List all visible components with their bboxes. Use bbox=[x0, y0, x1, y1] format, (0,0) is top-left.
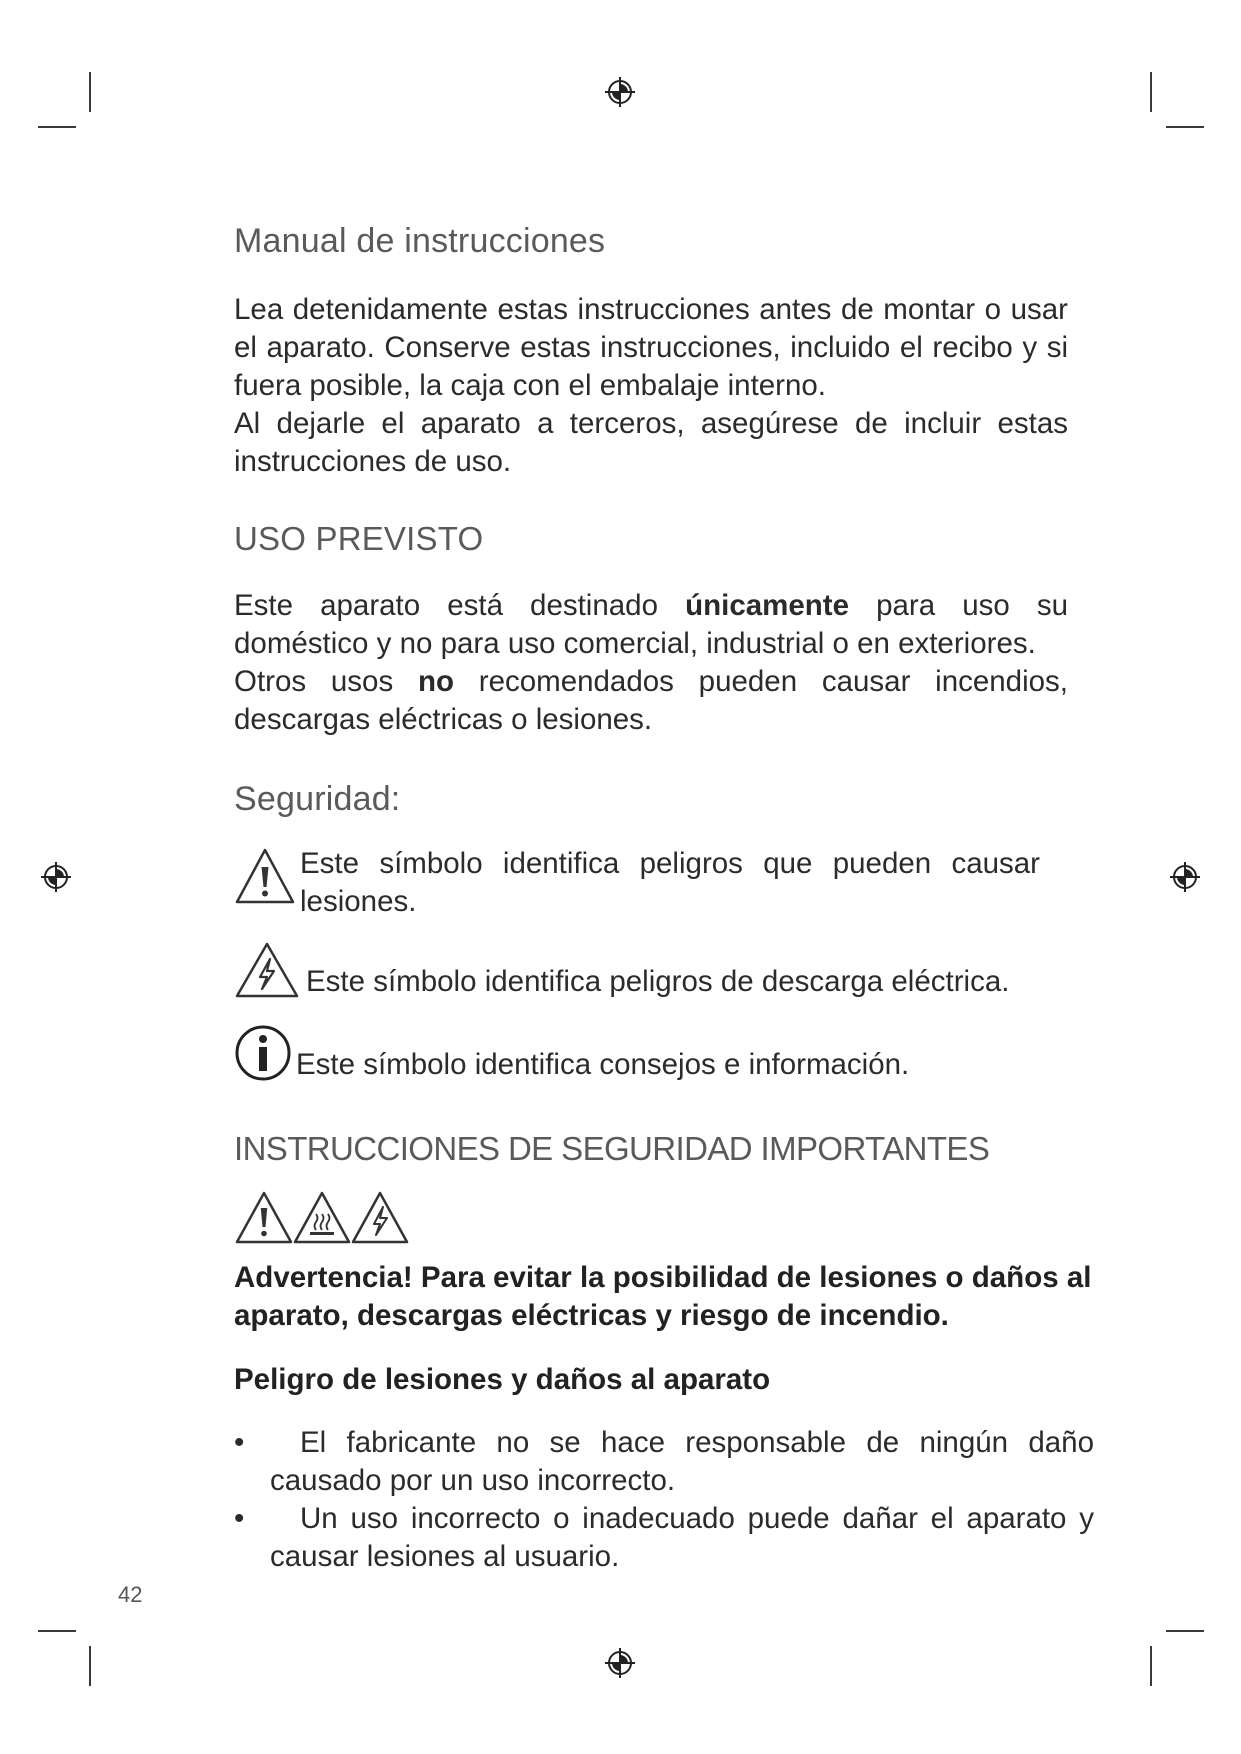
registration-mark-icon bbox=[1168, 860, 1202, 894]
text-span: Este aparato está destinado bbox=[234, 589, 686, 622]
crop-mark bbox=[1150, 72, 1152, 112]
warning-exclamation-icon bbox=[234, 1190, 294, 1245]
symbol-description: Este símbolo identifica consejos e información. bbox=[296, 1048, 910, 1081]
bullet-marker: • bbox=[234, 1502, 245, 1535]
crop-mark bbox=[38, 126, 76, 128]
registration-mark-icon bbox=[603, 75, 637, 109]
list-item-text: El fabricante no se hace responsable de ningún daño causado por un uso incorrecto. bbox=[270, 1426, 1094, 1497]
emphasis-text: no bbox=[417, 665, 454, 698]
list-item bbox=[234, 1500, 1094, 1576]
warning-icons-row bbox=[234, 1190, 410, 1245]
section-heading-uso-previsto: USO PREVISTO bbox=[234, 520, 484, 557]
subheading: Peligro de lesiones y daños al aparato bbox=[234, 1363, 771, 1396]
symbol-row bbox=[234, 941, 1094, 1001]
intro-text-2: Al dejarle el aparato a terceros, asegúrese de incluir estas instrucciones de uso. bbox=[234, 407, 1068, 478]
text-span: para uso su doméstico y no para uso comercial, industrial o en exteriores. bbox=[234, 589, 1068, 660]
list-item bbox=[234, 1424, 1094, 1500]
page-number: 42 bbox=[118, 1582, 143, 1607]
symbol-description: Este símbolo identifica peligros que pueden causar lesiones. bbox=[300, 847, 1040, 918]
list-item-text: Un uso incorrecto o inadecuado puede dañar el aparato y causar lesiones al usuario. bbox=[270, 1502, 1094, 1573]
intro-text: Lea detenidamente estas instrucciones antes de montar o usar el aparato. Conserve estas instrucciones, incluido el recibo y si fuera posible, la caja con el embalaje interno. bbox=[234, 293, 1068, 402]
section-heading-importantes: INSTRUCCIONES DE SEGURIDAD IMPORTANTES bbox=[234, 1130, 990, 1167]
text-span: Otros usos bbox=[234, 665, 418, 698]
text-span: recomendados pueden causar incendios, descargas eléctricas o lesiones. bbox=[234, 665, 1068, 736]
symbol-row bbox=[234, 1024, 1094, 1084]
electric-shock-icon bbox=[234, 941, 300, 999]
registration-mark-icon bbox=[603, 1646, 637, 1680]
crop-mark bbox=[1166, 126, 1204, 128]
crop-mark bbox=[1166, 1630, 1204, 1632]
crop-mark bbox=[89, 72, 91, 112]
registration-mark-icon bbox=[39, 860, 73, 894]
warning-statement: Advertencia! Para evitar la posibilidad de lesiones o daños al aparato, descargas eléctricas y riesgo de incendio. bbox=[234, 1261, 1092, 1332]
crop-mark bbox=[38, 1630, 76, 1632]
section-heading-seguridad: Seguridad: bbox=[234, 780, 401, 818]
symbol-row bbox=[234, 845, 1040, 921]
info-icon bbox=[234, 1024, 292, 1082]
bullet-marker: • bbox=[234, 1426, 245, 1459]
crop-mark bbox=[1150, 1646, 1152, 1686]
emphasis-text: únicamente bbox=[685, 589, 850, 622]
symbol-description: Este símbolo identifica peligros de descarga eléctrica. bbox=[306, 965, 1010, 998]
warning-exclamation-icon bbox=[234, 847, 296, 905]
uso-previsto-paragraph bbox=[234, 587, 1068, 739]
page-title: Manual de instrucciones bbox=[234, 222, 606, 260]
electric-shock-icon bbox=[350, 1190, 410, 1245]
intro-paragraph bbox=[234, 291, 1068, 481]
crop-mark bbox=[89, 1646, 91, 1686]
hot-surface-icon bbox=[292, 1190, 352, 1245]
